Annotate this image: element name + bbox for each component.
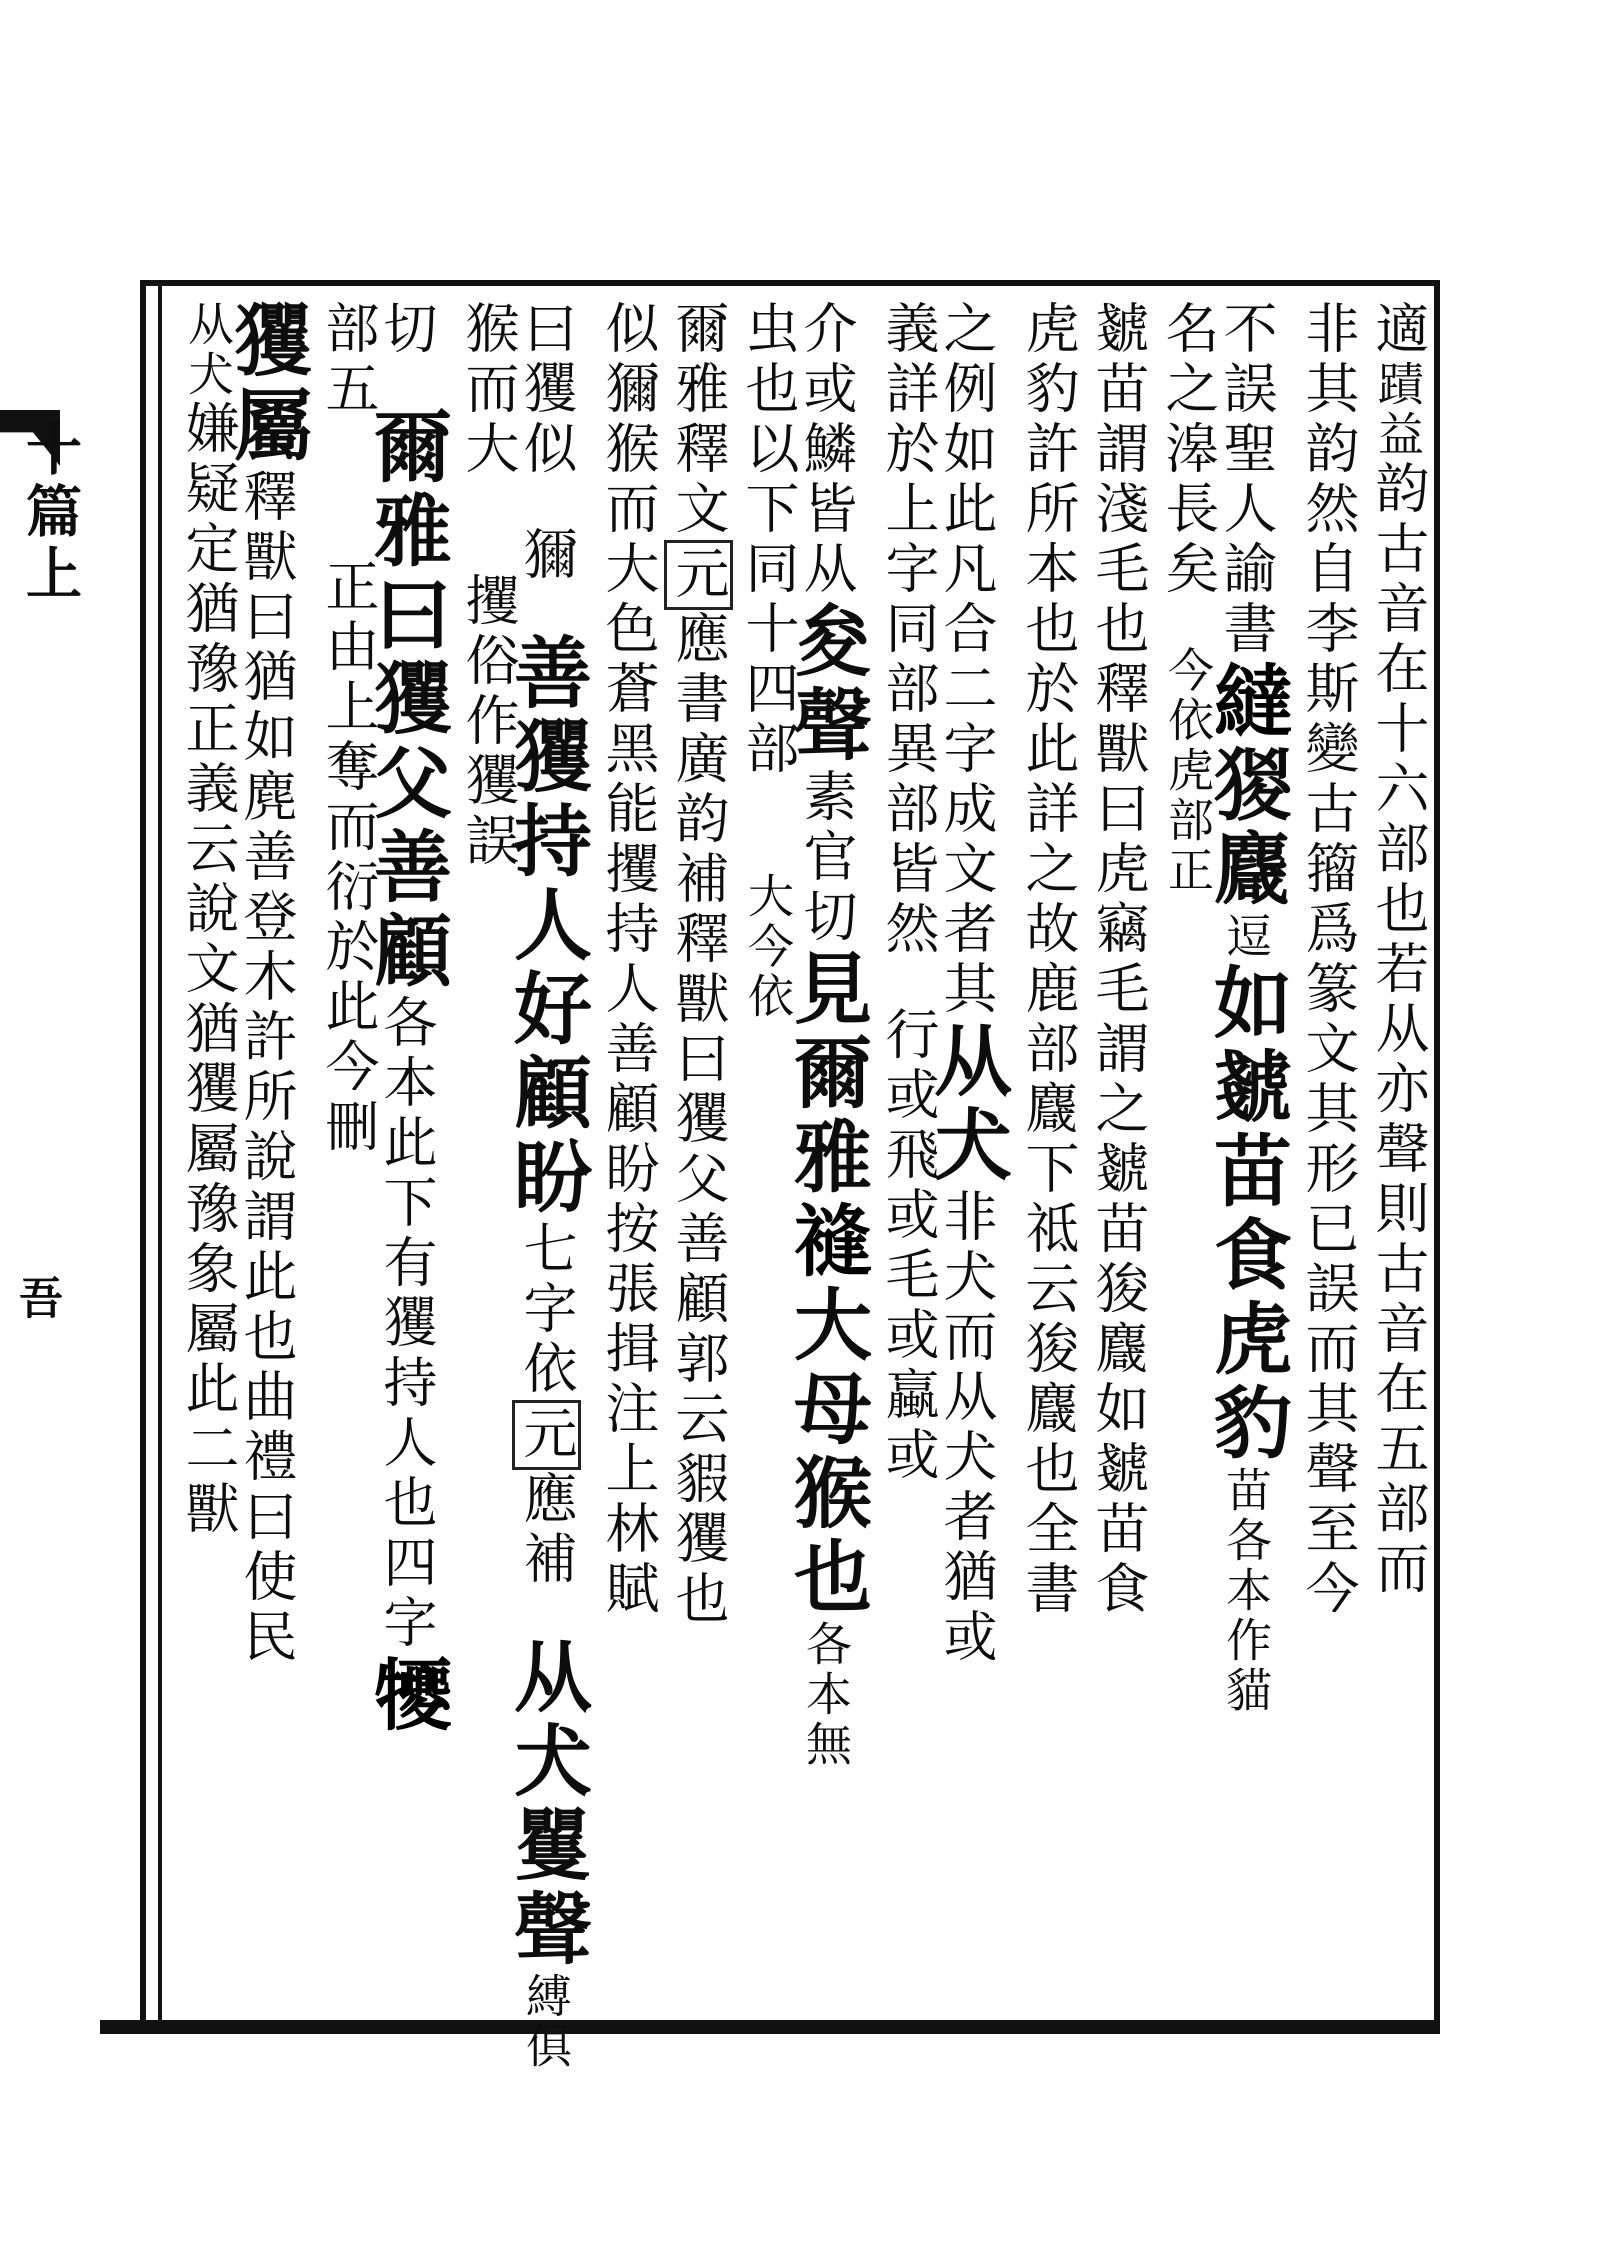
commentary-text: 猴而大 (457, 300, 520, 480)
text-column (1285, 300, 1360, 2025)
text-column (921, 300, 1012, 2025)
commentary-text: 虦苗謂淺毛也釋獸曰虎竊毛謂之虦苗狻麙如虦苗食 (1087, 300, 1150, 1620)
commentary-text: 切 (375, 300, 438, 360)
headword-text: 猣麙 (1201, 744, 1292, 912)
commentary-text: 今依虎部正 (1161, 646, 1215, 896)
text-column (655, 300, 730, 2025)
text-column (725, 300, 800, 2025)
seal-script-glyph: 繨 (1201, 660, 1292, 744)
commentary-text: 各本無 (799, 1620, 853, 1770)
commentary-text: 虫也以下同十四部 (737, 300, 800, 780)
headword-text: 玃屬 (221, 300, 312, 468)
text-column (445, 300, 520, 2025)
text-column (1075, 300, 1150, 2025)
text-column (501, 300, 592, 2072)
headword-text: 夋聲 (781, 600, 872, 768)
commentary-text: 曰玃似 (515, 300, 578, 480)
commentary-text: 益 (1371, 410, 1425, 460)
headword-text: 大母猴也 (781, 1284, 872, 1620)
text-column (361, 300, 452, 2025)
commentary-text: 名之滜長矣 (1157, 300, 1220, 600)
commentary-text: 之例如此凡合二字成文者其 (935, 300, 998, 1020)
commentary-text: 攫俗作玃誤 (457, 572, 520, 872)
top-border (140, 280, 1440, 286)
commentary-text: 韵古音在十六部也若从亦聲則古音在五部而 (1367, 460, 1430, 1600)
commentary-text: 苗各本作貓 (1219, 1466, 1273, 1716)
commentary-text: 虎豹許所本也於此詳之故鹿部麙下祗云狻麙也全書 (1017, 300, 1080, 1620)
commentary-text: 非其韵然自李斯變古籀爲篆文其形已誤而其聲至今 (1297, 300, 1360, 1620)
text-column (1145, 300, 1220, 2025)
headword-text: 見爾雅 (781, 948, 872, 1200)
seal-script-glyph: 䙜 (781, 1200, 872, 1284)
text-column (1005, 300, 1080, 2025)
commentary-text: 嫌疑定猶豫正義云說文猶玃屬豫象屬此二獸 (177, 400, 240, 1540)
headword-text: 爾雅曰玃父善顧 (361, 406, 452, 994)
commentary-text: 義詳於上字同部異部皆然 (877, 300, 940, 960)
commentary-text: 不誤聖人諭書 (1215, 300, 1278, 660)
commentary-text: 縛俱 (519, 1972, 573, 2072)
commentary-text: 各本此下有玃持人也四字 (375, 994, 438, 1654)
commentary-text: 元 (664, 540, 733, 610)
right-border (1434, 280, 1440, 2030)
commentary-text: 似獮猴而大色蒼黑能攫持人善顧盼按張揖注上林賦 (597, 300, 660, 1620)
text-column (781, 300, 872, 2025)
commentary-text: 應補 (515, 1470, 578, 1590)
commentary-text: 釋獸曰猶如麂善登木許所說謂此也曲禮曰使民 (235, 468, 298, 1668)
headword-text: 从犬矍聲 (501, 1636, 592, 1972)
page-frame (140, 280, 1440, 2072)
commentary-text: 正由上奪而衍於此今刪 (317, 558, 380, 1158)
commentary-text: 五 (317, 360, 380, 420)
commentary-text: 大今依 (741, 872, 795, 1022)
commentary-text: 从犬 (181, 300, 235, 400)
left-border (140, 280, 146, 2030)
seal-script-glyph: 㹛 (361, 1654, 452, 1738)
commentary-text: 適 (1367, 300, 1430, 360)
commentary-text: 七字依 (515, 1220, 578, 1400)
text-column (1201, 300, 1292, 2025)
headword-text: 善玃持人好顧盼 (501, 632, 592, 1220)
headword-text: 如虦苗食虎豹 (1201, 962, 1292, 1466)
commentary-text: 獮 (515, 526, 578, 586)
commentary-text: 元 (512, 1400, 581, 1470)
commentary-text: 非犬而从犬者猶或 (935, 1188, 998, 1668)
text-column (1355, 300, 1430, 2025)
text-column (305, 300, 380, 2025)
text-column (585, 300, 660, 2025)
commentary-text: 爾雅釋文 (667, 300, 730, 540)
commentary-text: 蹟 (1371, 360, 1425, 410)
text-column (221, 300, 312, 2025)
commentary-text: 部 (317, 300, 380, 360)
text-column (165, 300, 240, 2025)
commentary-text: 行或飛或毛或蠃或 (877, 1006, 940, 1486)
text-column (865, 300, 940, 2025)
margin-chapter-label: 十篇上 (17, 420, 83, 606)
commentary-text: 素官切 (795, 768, 858, 948)
page-number: 吾 (11, 1275, 62, 1319)
commentary-text: 應書廣韵補釋獸曰玃父善顧郭云貑玃也 (667, 610, 730, 1630)
left-inner-border (158, 280, 162, 2030)
commentary-text: 逗 (1219, 912, 1273, 962)
commentary-text: 介或鱗皆从 (795, 300, 858, 600)
headword-text: 从犬 (921, 1020, 1012, 1188)
